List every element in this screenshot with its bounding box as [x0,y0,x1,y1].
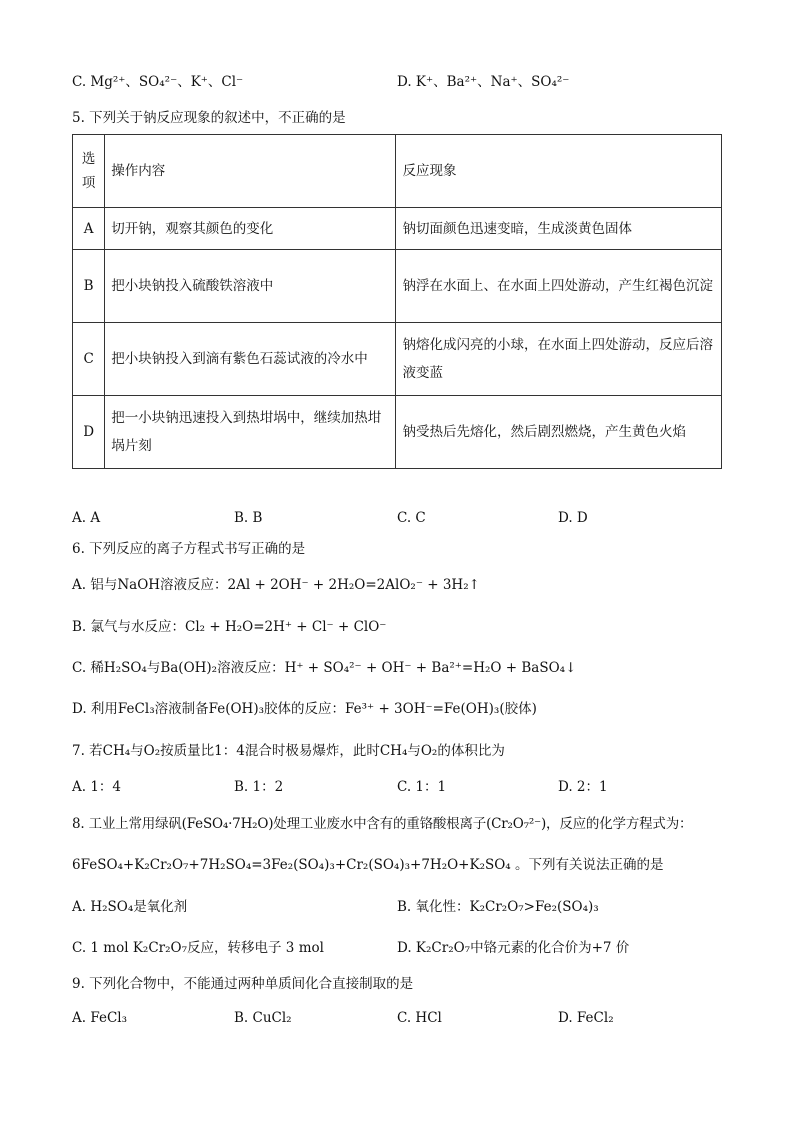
q8-stem: 8. 工业上常用绿矾(FeSO₄·7H₂O)处理工业废水中含有的重铬酸根离子(Cr₂O₇²⁻)，反应的化学方程式为： [72,816,693,832]
table-row [73,396,722,469]
row-phenomenon: 钠浮在水面上、在水面上四处游动，产生红褐色沉淀 [396,250,722,323]
q5-stem: 5. 下列关于钠反应现象的叙述中，不正确的是 [72,110,346,126]
q9-option-d: D. FeCl₂ [558,1010,614,1026]
row-key: C [73,323,105,396]
row-operation: 把小块钠投入到滴有紫色石蕊试液的冷水中 [105,323,396,396]
q9-option-a: A. FeCl₃ [72,1010,128,1026]
header-option [73,135,105,208]
q7-option-b: B. 1：2 [234,779,284,795]
table-header-row [73,135,722,208]
row-operation: 把小块钠投入硫酸铁溶液中 [105,250,396,323]
row-key: B [73,250,105,323]
q5-option-d: D. D [558,510,588,526]
q9-stem: 9. 下列化合物中，不能通过两种单质间化合直接制取的是 [72,976,414,992]
q7-option-c: C. 1：1 [397,779,447,795]
header-phenomenon: 反应现象 [396,135,722,208]
q5-option-a: A. A [72,510,101,526]
row-key: A [73,208,105,250]
q5-table [72,134,722,469]
row-phenomenon: 钠切面颜色迅速变暗，生成淡黄色固体 [396,208,722,250]
row-phenomenon: 钠熔化成闪亮的小球，在水面上四处游动，反应后溶液变蓝 [396,323,722,396]
row-operation: 切开钠，观察其颜色的变化 [105,208,396,250]
q6-stem: 6. 下列反应的离子方程式书写正确的是 [72,541,306,557]
q4-option-d: D. K⁺、Ba²⁺、Na⁺、SO₄²⁻ [397,74,570,90]
header-operation: 操作内容 [105,135,396,208]
q4-option-c: C. Mg²⁺、SO₄²⁻、K⁺、Cl⁻ [72,74,244,90]
row-key: D [73,396,105,469]
q6-option-b: B. 氯气与水反应：Cl₂ + H₂O=2H⁺ + Cl⁻ + ClO⁻ [72,619,387,635]
q6-option-d: D. 利用FeCl₃溶液制备Fe(OH)₃胶体的反应：Fe³⁺ + 3OH⁻=Fe(OH)₃(胶体) [72,701,537,717]
q8-option-c: C. 1 mol K₂Cr₂O₇反应，转移电子 3 mol [72,940,324,956]
q6-option-c: C. 稀H₂SO₄与Ba(OH)₂溶液反应：H⁺ + SO₄²⁻ + OH⁻ + Ba²⁺=H₂O + BaSO₄↓ [72,660,577,676]
q5-option-b: B. B [234,510,263,526]
header-option-label: 选项 [81,151,96,191]
table-row [73,323,722,396]
q7-option-d: D. 2：1 [558,779,608,795]
q9-option-c: C. HCl [397,1010,442,1026]
q7-option-a: A. 1：4 [72,779,122,795]
q5-option-c: C. C [397,510,426,526]
row-phenomenon: 钠受热后先熔化，然后剧烈燃烧，产生黄色火焰 [396,396,722,469]
q9-option-b: B. CuCl₂ [234,1010,292,1026]
q8-equation: 6FeSO₄+K₂Cr₂O₇+7H₂SO₄=3Fe₂(SO₄)₃+Cr₂(SO₄)₃+7H₂O+K₂SO₄ 。下列有关说法正确的是 [72,857,664,873]
q8-option-b: B. 氧化性：K₂Cr₂O₇>Fe₂(SO₄)₃ [397,899,599,915]
q8-option-a: A. H₂SO₄是氧化剂 [72,899,188,915]
row-operation: 把一小块钠迅速投入到热坩埚中，继续加热坩埚片刻 [105,396,396,469]
table-row [73,250,722,323]
q7-stem: 7. 若CH₄与O₂按质量比1：4混合时极易爆炸，此时CH₄与O₂的体积比为 [72,743,505,759]
q6-option-a: A. 铝与NaOH溶液反应：2Al + 2OH⁻ + 2H₂O=2AlO₂⁻ + 3H₂↑ [72,577,480,593]
q8-option-d: D. K₂Cr₂O₇中铬元素的化合价为+7 价 [397,940,630,956]
table-row [73,208,722,250]
